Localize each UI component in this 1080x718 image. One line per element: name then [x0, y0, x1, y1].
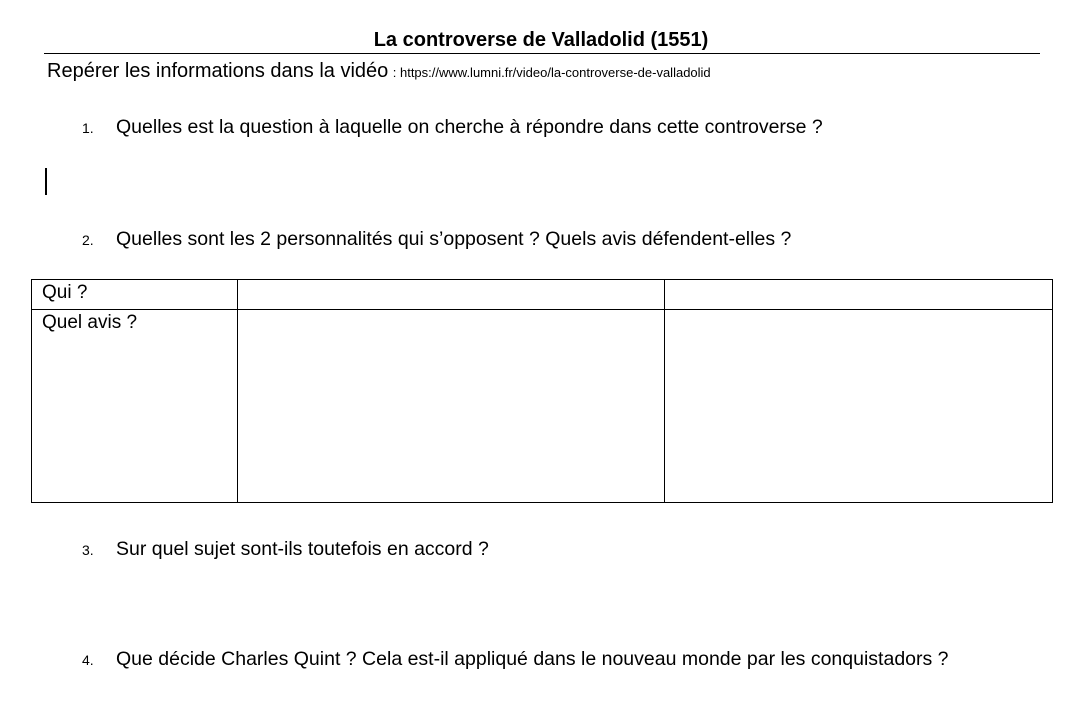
question-1-number: 1. [82, 120, 94, 136]
instruction-text: Repérer les informations dans la vidéo [47, 60, 389, 82]
instruction-line [47, 58, 711, 86]
answer-cell-avis-1[interactable] [238, 310, 665, 503]
question-4 [82, 646, 949, 673]
question-2 [82, 226, 791, 253]
title-underline [44, 53, 1040, 54]
question-2-number: 2. [82, 232, 94, 248]
question-3-text: Sur quel sujet sont-ils toutefois en accord ? [116, 538, 489, 560]
document-title: La controverse de Valladolid (1551) [373, 29, 709, 51]
answer-cell-qui-2[interactable] [665, 280, 1053, 310]
question-3 [82, 536, 489, 563]
table-row-label-avis: Quel avis ? [32, 310, 238, 503]
question-2-text: Quelles sont les 2 personnalités qui s’opposent ? Quels avis défendent-elles ? [116, 228, 792, 250]
answer-cell-qui-1[interactable] [238, 280, 665, 310]
table-row-label-qui: Qui ? [32, 280, 238, 310]
answer-cell-avis-2[interactable] [665, 310, 1053, 503]
table-row-avis [32, 310, 1053, 503]
table-row-qui [32, 280, 1053, 310]
question-1-text: Quelles est la question à laquelle on cherche à répondre dans cette controverse ? [116, 116, 823, 138]
video-link[interactable]: : https://www.lumni.fr/video/la-controverse-de-valladolid [392, 65, 711, 80]
question-3-number: 3. [82, 542, 94, 558]
question-1 [82, 114, 823, 141]
text-cursor[interactable] [45, 168, 47, 195]
question-4-number: 4. [82, 652, 94, 668]
question-4-text: Que décide Charles Quint ? Cela est-il appliqué dans le nouveau monde par les conquistadors ? [116, 648, 949, 670]
answer-table [31, 279, 1053, 503]
